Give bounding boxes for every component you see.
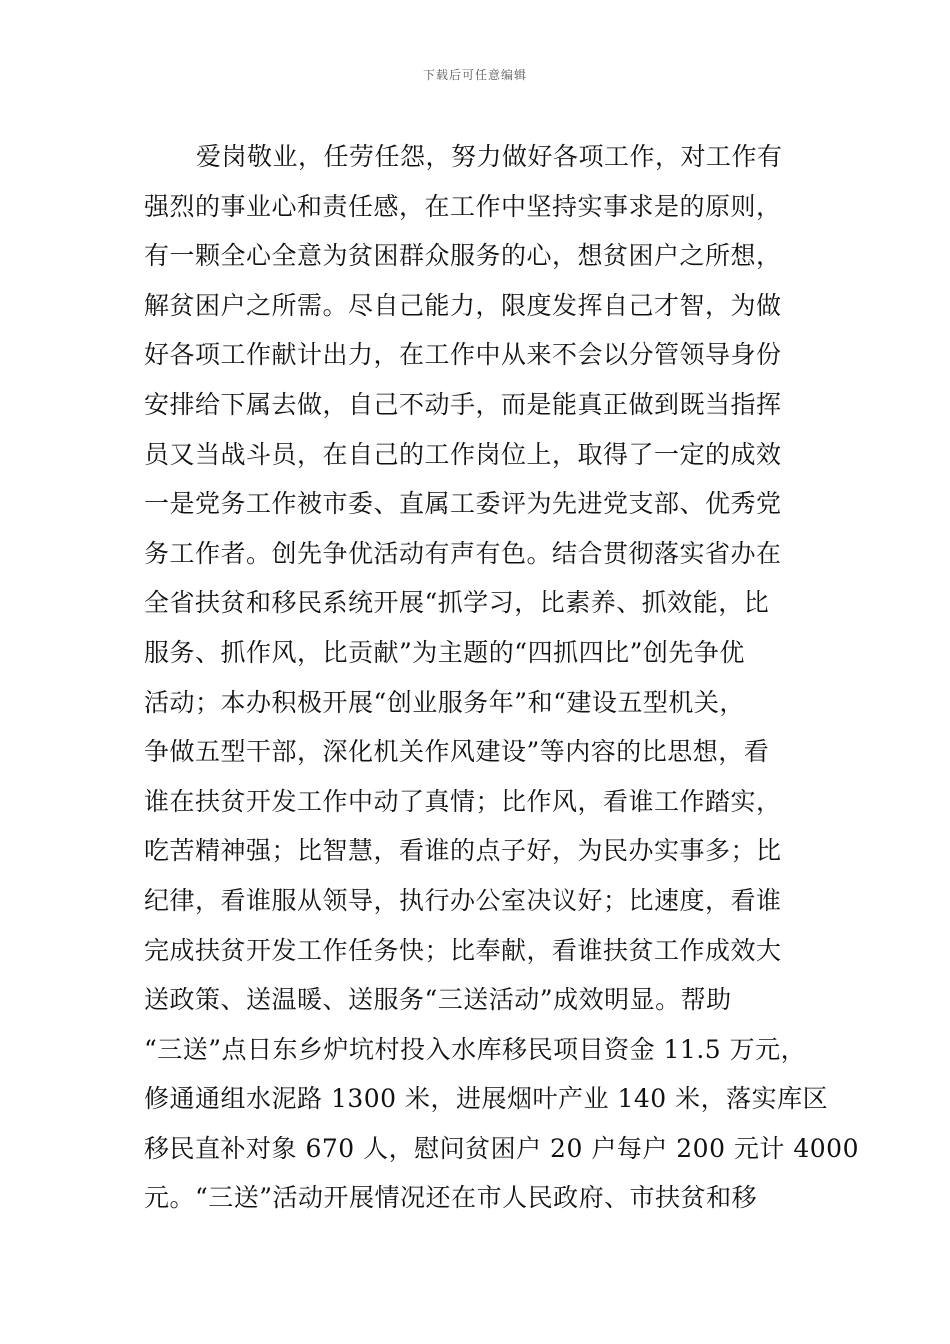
- document-body: [144, 132, 859, 1223]
- text-line: 吃苦精神强；比智慧，看谁的点子好，为民办实事多；比: [144, 836, 782, 866]
- text-line: 修通通组水泥路 1300 米，进展烟叶产业 140 米，落实库区: [144, 1084, 829, 1114]
- text-line: 争做五型干部，深化机关作风建设”等内容的比思想，看: [144, 737, 770, 767]
- text-line: 好各项工作献计出力，在工作中从来不会以分管领导身份: [144, 340, 782, 370]
- page-header-note: 下载后可任意编辑: [422, 68, 527, 82]
- text-line: 解贫困户之所需。尽自己能力，限度发挥自己才智，为做: [144, 290, 782, 320]
- text-line: 务工作者。创先争优活动有声有色。结合贯彻落实省办在: [144, 538, 782, 568]
- text-line: 活动；本办积极开展“创业服务年”和“建设五型机关，: [144, 687, 745, 717]
- text-line: 爱岗敬业，任劳任怨，努力做好各项工作，对工作有: [196, 142, 783, 171]
- text-line: 送政策、送温暖、送服务“三送活动”成效明显。帮助: [144, 985, 732, 1015]
- text-line: 纪律，看谁服从领导，执行办公室决议好；比速度，看谁: [144, 885, 782, 915]
- text-line: 有一颗全心全意为贫困群众服务的心，想贫困户之所想，: [144, 241, 782, 271]
- text-line: 安排给下属去做，自己不动手，而是能真正做到既当指挥: [144, 389, 782, 419]
- text-line: 谁在扶贫开发工作中动了真情；比作风，看谁工作踏实，: [144, 786, 782, 816]
- text-line: 移民直补对象 670 人，慰问贫困户 20 户每户 200 元计 4000: [144, 1133, 859, 1163]
- text-line: 完成扶贫开发工作任务快；比奉献，看谁扶贫工作成效大: [144, 935, 782, 965]
- text-line: “三送”点日东乡炉坑村投入水库移民项目资金 11.5 万元，: [144, 1034, 807, 1064]
- text-line: 全省扶贫和移民系统开展“抓学习，比素养、抓效能，比: [144, 588, 770, 618]
- text-line: 员又当战斗员，在自己的工作岗位上，取得了一定的成效: [144, 439, 782, 469]
- text-line: 一是党务工作被市委、直属工委评为先进党支部、优秀党: [144, 489, 782, 519]
- text-line: 元。“三送”活动开展情况还在市人民政府、市扶贫和移: [144, 1183, 758, 1213]
- text-line: 强烈的事业心和责任感，在工作中坚持实事求是的原则，: [144, 191, 782, 221]
- text-line: 服务、抓作风，比贡献”为主题的“四抓四比”创先争优: [144, 637, 745, 667]
